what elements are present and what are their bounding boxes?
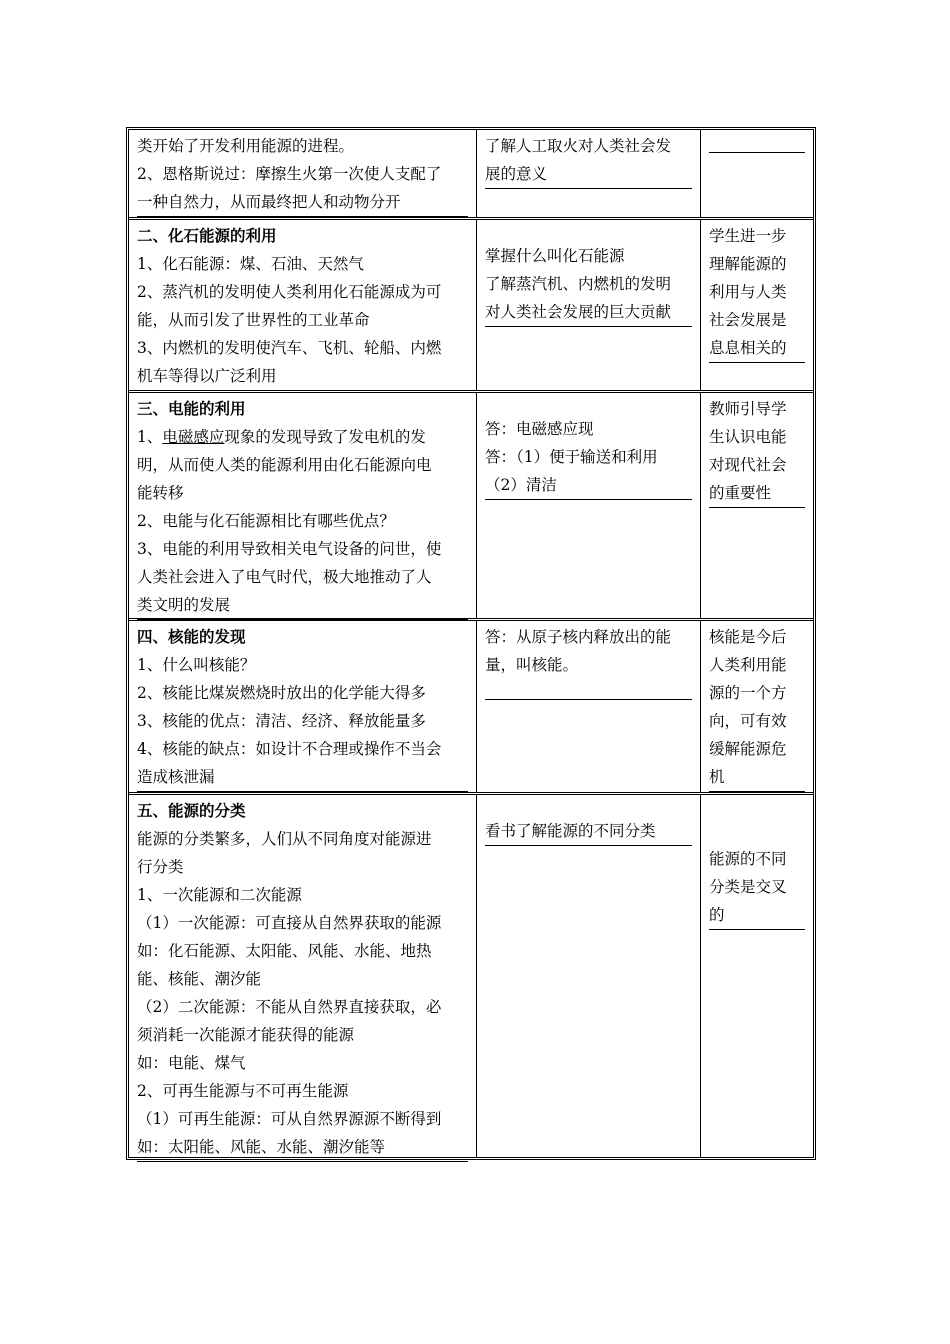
text-line: 量，叫核能。 (485, 656, 579, 674)
activity-cell (477, 220, 701, 390)
text-line: 对现代社会 (709, 456, 787, 474)
text-line: 能转移 (137, 484, 184, 502)
text-line: 造成核泄漏 (137, 763, 468, 792)
text-line: 的重要性 (709, 479, 805, 508)
text-line: 的 (709, 901, 805, 930)
text-line: 机 (709, 763, 805, 792)
text-line: 类开始了开发利用能源的进程。 (137, 137, 355, 155)
text-line: 2、核能比煤炭燃烧时放出的化学能大得多 (137, 684, 426, 702)
activity-cell (477, 393, 701, 618)
table-row (129, 220, 813, 393)
text-line: 一种自然力，从而最终把人和动物分开 (137, 188, 468, 217)
text-line: 类文明的发展 (137, 591, 468, 620)
text-line: 息息相关的 (709, 334, 805, 363)
section-heading: 四、核能的发现 (137, 627, 246, 646)
text-line: （2）二次能源：不能从自然界直接获取，必 (137, 998, 442, 1016)
text-line: 答：（1）便于输送和利用 (485, 448, 658, 466)
text-line: 1、化石能源：煤、石油、天然气 (137, 255, 364, 273)
activity-cell (477, 130, 701, 217)
text-prefix: 1、 (137, 428, 163, 446)
text-line: 能、核能、潮汐能 (137, 970, 262, 988)
text-line: 答：电磁感应现 (485, 420, 594, 438)
text-line: 掌握什么叫化石能源 (485, 247, 625, 265)
note-cell (701, 130, 813, 217)
content-cell (129, 130, 477, 217)
text-line: 4、核能的缺点：如设计不合理或操作不当会 (137, 740, 442, 758)
note-cell (701, 795, 813, 1157)
text-line: （2）清洁 (485, 471, 692, 500)
text-line: 机车等得以广泛利用 (137, 362, 468, 391)
text-line: 1、什么叫核能？ (137, 656, 256, 674)
text-suffix: 现象的发现导致了发电机的发 (224, 428, 426, 446)
text-line: 了解人工取火对人类社会发 (485, 137, 672, 155)
activity-cell (477, 795, 701, 1157)
text-line: 向，可有效 (709, 712, 787, 730)
note-cell (701, 621, 813, 792)
underlined-term: 电磁感应 (162, 428, 225, 446)
text-line: 理解能源的 (709, 255, 787, 273)
text-line: 人类利用能 (709, 656, 787, 674)
text-line: 2、蒸汽机的发明使人类利用化石能源成为可 (137, 283, 442, 301)
blank-line (709, 132, 805, 153)
text-line: 如：电能、煤气 (137, 1054, 246, 1072)
section-heading: 三、电能的利用 (137, 399, 246, 418)
text-line: 如：化石能源、太阳能、风能、水能、地热 (137, 942, 432, 960)
lesson-table (126, 127, 816, 1160)
text-line: 3、电能的利用导致相关电气设备的问世，使 (137, 540, 442, 558)
table-row (129, 130, 813, 220)
text-line: 如：太阳能、风能、水能、潮汐能等 (137, 1133, 468, 1162)
text-line: 对人类社会发展的巨大贡献 (485, 298, 692, 327)
text-line: 能源的不同 (709, 850, 787, 868)
note-cell (701, 393, 813, 618)
section-heading: 五、能源的分类 (137, 801, 246, 820)
text-line: 缓解能源危 (709, 740, 787, 758)
text-line: 答：从原子核内释放出的能 (485, 628, 672, 646)
text-line (137, 423, 468, 451)
text-line: 学生进一步 (709, 227, 787, 245)
text-line: 核能是今后 (709, 628, 787, 646)
text-line: 教师引导学 (709, 400, 787, 418)
text-line: 1、一次能源和二次能源 (137, 886, 302, 904)
blank-line (485, 679, 692, 700)
text-line: 3、核能的优点：清洁、经济、释放能量多 (137, 712, 426, 730)
note-cell (701, 220, 813, 390)
text-line: 须消耗一次能源才能获得的能源 (137, 1026, 355, 1044)
text-line: （1）一次能源：可直接从自然界获取的能源 (137, 914, 442, 932)
content-cell (129, 220, 477, 390)
text-line: 分类是交叉 (709, 878, 787, 896)
content-cell (129, 621, 477, 792)
text-line: 行分类 (137, 858, 184, 876)
text-line: 展的意义 (485, 160, 692, 189)
text-line: 社会发展是 (709, 311, 787, 329)
text-line: 源的一个方 (709, 684, 787, 702)
table-row (129, 393, 813, 621)
text-line: 2、可再生能源与不可再生能源 (137, 1082, 349, 1100)
text-line: 2、电能与化石能源相比有哪些优点？ (137, 512, 395, 530)
section-heading: 二、化石能源的利用 (137, 226, 277, 245)
content-cell (129, 393, 477, 618)
content-cell (129, 795, 477, 1157)
text-line: 3、内燃机的发明使汽车、飞机、轮船、内燃 (137, 339, 442, 357)
activity-cell (477, 621, 701, 792)
text-line: 能源的分类繁多，人们从不同角度对能源进 (137, 830, 432, 848)
text-line: 生认识电能 (709, 428, 787, 446)
text-line: （1）可再生能源：可从自然界源源不断得到 (137, 1110, 442, 1128)
text-line: 能，从而引发了世界性的工业革命 (137, 311, 370, 329)
text-line: 看书了解能源的不同分类 (485, 817, 692, 846)
text-line: 2、恩格斯说过：摩擦生火第一次使人支配了 (137, 165, 442, 183)
text-line: 人类社会进入了电气时代，极大地推动了人 (137, 568, 432, 586)
text-line: 明，从而使人类的能源利用由化石能源向电 (137, 456, 432, 474)
table-row (129, 795, 813, 1157)
text-line: 利用与人类 (709, 283, 787, 301)
table-row (129, 621, 813, 795)
text-line: 了解蒸汽机、内燃机的发明 (485, 275, 672, 293)
